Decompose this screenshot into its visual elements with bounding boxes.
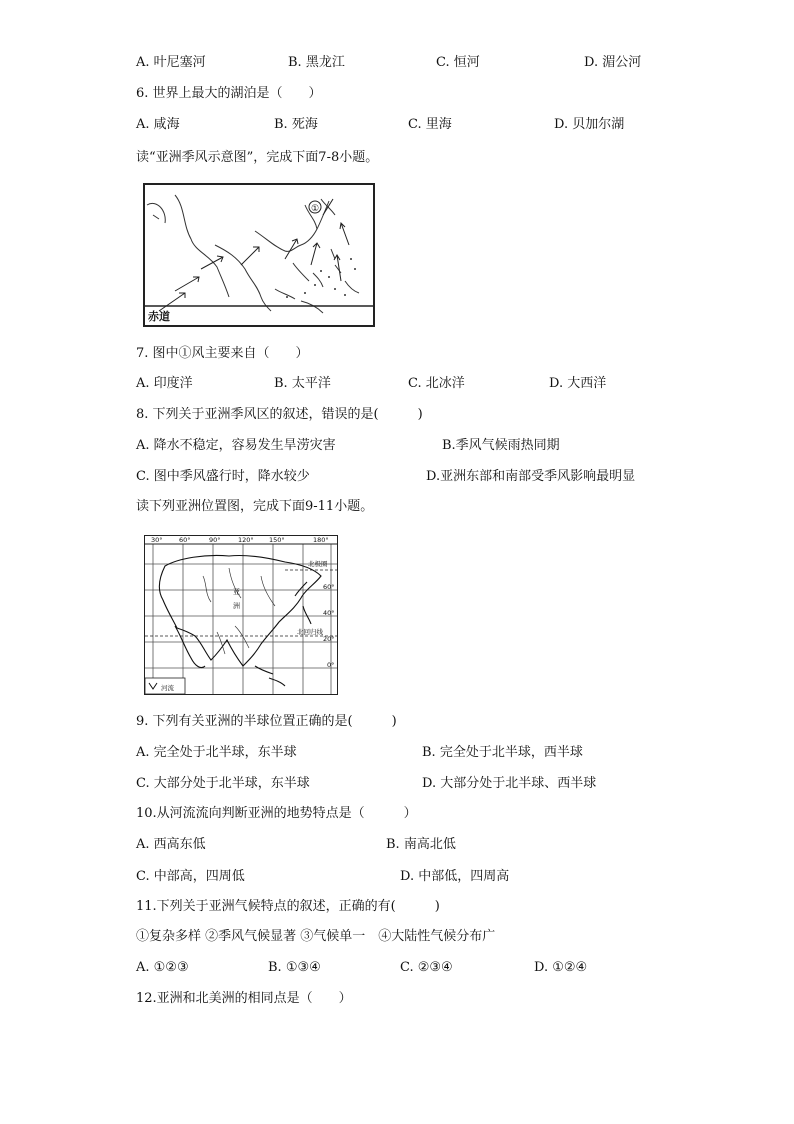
q5-option-c: C. 恒河 (436, 55, 480, 70)
q8-stem: 8. 下列关于亚洲季风区的叙述，错误的是( ) (136, 407, 423, 422)
monsoon-marker-label: ① (311, 204, 320, 214)
q9-option-c: C. 大部分处于北半球，东半球 (136, 776, 310, 791)
q11-option-b: B. ①③④ (268, 960, 321, 975)
monsoon-map (143, 183, 375, 327)
q8-option-a: A. 降水不稳定，容易发生旱涝灾害 (136, 438, 336, 453)
q8-option-c: C. 图中季风盛行时，降水较少 (136, 469, 310, 484)
asia-position-map (144, 535, 338, 695)
equator-label: 赤道 (148, 310, 170, 323)
lon-label-120: 120° (238, 536, 254, 544)
q11-option-d: D. ①②④ (534, 960, 588, 975)
intro-7-8: 读“亚洲季风示意图”，完成下面7-8小题。 (136, 150, 379, 165)
q9-option-b: B. 完全处于北半球，西半球 (422, 745, 583, 760)
lon-label-30: 30° (151, 536, 163, 544)
q8-option-b: B.季风气候雨热同期 (442, 438, 560, 453)
q7-option-d: D. 大西洋 (549, 376, 607, 391)
q12-stem: 12.亚洲和北美洲的相同点是（ ） (136, 991, 352, 1006)
q5-option-b: B. 黑龙江 (288, 55, 345, 70)
q7-option-b: B. 太平洋 (274, 376, 331, 391)
q9-stem: 9. 下列有关亚洲的半球位置正确的是( ) (136, 714, 397, 729)
q10-option-b: B. 南高北低 (386, 837, 456, 852)
q11-items: ①复杂多样 ②季风气候显著 ③气候单一 ④大陆性气候分布广 (136, 929, 496, 944)
asia-label-2: 洲 (233, 602, 240, 610)
q11-stem: 11.下列关于亚洲气候特点的叙述，正确的有( ) (136, 899, 440, 914)
arctic-circle-label: 北极圈 (308, 560, 328, 568)
q8-option-d: D.亚洲东部和南部受季风影响最明显 (426, 469, 636, 484)
legend-river: 河流 (161, 684, 174, 692)
q5-option-d: D. 湄公河 (584, 55, 642, 70)
lon-label-90: 90° (209, 536, 221, 544)
lat-label-60: 60° (323, 583, 335, 591)
q6-option-a: A. 咸海 (136, 117, 180, 132)
q7-option-a: A. 印度洋 (136, 376, 193, 391)
lon-label-180: 180° (313, 536, 329, 544)
q5-option-a: A. 叶尼塞河 (136, 55, 206, 70)
q6-option-b: B. 死海 (274, 117, 318, 132)
intro-9-11: 读下列亚洲位置图，完成下面9-11小题。 (136, 499, 374, 514)
q6-stem: 6. 世界上最大的湖泊是（ ） (136, 86, 322, 101)
q10-option-d: D. 中部低，四周高 (400, 869, 510, 884)
q10-option-a: A. 西高东低 (136, 837, 206, 852)
monsoon-map-drawing (145, 185, 373, 325)
q10-stem: 10.从河流流向判断亚洲的地势特点是（ ） (136, 806, 417, 821)
q9-option-d: D. 大部分处于北半球、西半球 (422, 776, 597, 791)
lat-label-20: 20° (323, 635, 335, 643)
lat-label-0: 0° (327, 661, 335, 669)
lon-label-150: 150° (269, 536, 285, 544)
q7-stem: 7. 图中①风主要来自（ ） (136, 346, 309, 361)
q11-option-a: A. ①②③ (136, 960, 189, 975)
q6-option-d: D. 贝加尔湖 (554, 117, 625, 132)
lon-label-60: 60° (179, 536, 191, 544)
q9-option-a: A. 完全处于北半球，东半球 (136, 745, 297, 760)
position-map-drawing (145, 536, 337, 694)
q11-option-c: C. ②③④ (400, 960, 453, 975)
q7-option-c: C. 北冰洋 (408, 376, 465, 391)
lat-label-40: 40° (323, 609, 335, 617)
q10-option-c: C. 中部高，四周低 (136, 869, 245, 884)
q6-option-c: C. 里海 (408, 117, 452, 132)
tropic-of-cancer-label: 北回归线 (297, 628, 323, 636)
asia-label-1: 亚 (233, 588, 240, 596)
